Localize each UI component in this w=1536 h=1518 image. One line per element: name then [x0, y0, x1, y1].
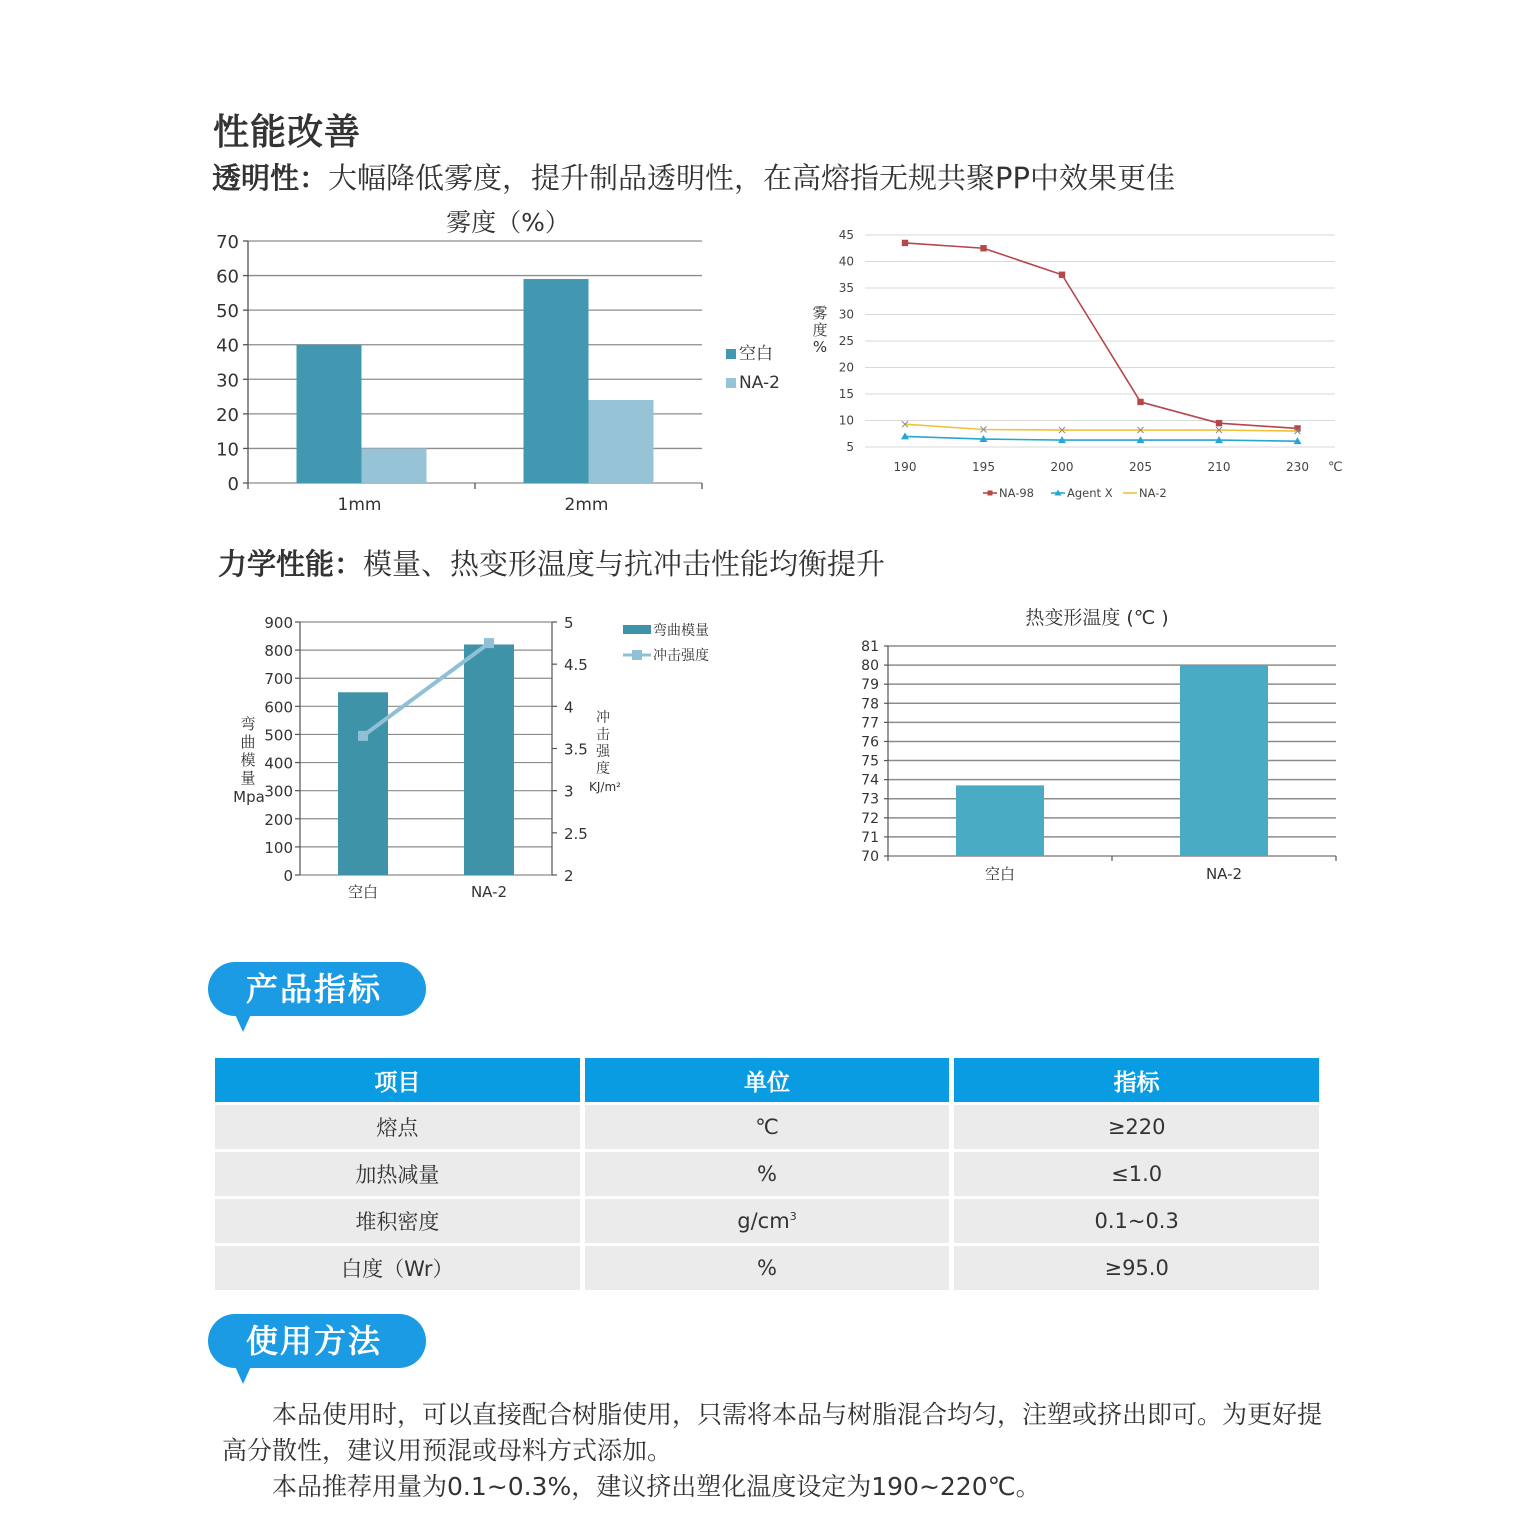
x-tick-label: 230 [1286, 460, 1309, 474]
y-tick-label: 25 [838, 334, 854, 348]
y-axis-title-char: % [812, 338, 828, 356]
legend-swatch [726, 378, 736, 388]
y-tick-label: 500 [264, 726, 293, 745]
bar [524, 279, 589, 483]
y-tick-label: 45 [838, 228, 854, 242]
y-tick-label: 40 [838, 254, 854, 269]
legend-label: 冲击强度 [653, 648, 709, 664]
mechanical-label: 力学性能： [218, 547, 364, 581]
spec-header-unit: 单位 [585, 1058, 950, 1102]
hdt-chart-x-ticks [985, 865, 1242, 883]
legend-label: NA-2 [739, 373, 780, 393]
mechanical-heading [218, 542, 885, 583]
x-tick-label: 205 [1129, 460, 1152, 474]
spec-item-cell: 加热减量 [215, 1152, 580, 1196]
x-tick-label: 空白 [984, 865, 1016, 883]
bar [362, 448, 427, 483]
y-tick-label: 70 [216, 232, 239, 253]
y2-tick-label: 4 [564, 698, 574, 717]
data-point [358, 731, 368, 741]
spec-value-cell: ≥95.0 [954, 1246, 1319, 1290]
usage-tag-pointer [234, 1364, 252, 1384]
y2-axis-title-char: 击 [596, 727, 610, 743]
table-row [215, 1246, 1319, 1290]
data-point [1137, 399, 1143, 405]
line-chart-y-title [812, 304, 827, 356]
y-tick-label: 30 [216, 370, 239, 392]
spec-unit-cell [585, 1199, 950, 1243]
bar [338, 692, 388, 875]
performance-title: 性能改善 [213, 112, 362, 153]
legend-label: 弯曲模量 [653, 623, 709, 639]
x-tick-label: NA-2 [470, 883, 508, 901]
spec-value-cell: ≥220 [954, 1105, 1319, 1149]
spec-unit-cell: ℃ [585, 1105, 950, 1149]
spec-item-cell: 白度（Wr） [215, 1246, 580, 1290]
modulus-chart-legend [623, 622, 709, 664]
line-chart-y-ticks [839, 228, 854, 454]
y-tick-label: 0 [227, 474, 239, 495]
bar [464, 644, 514, 875]
table-row [215, 1199, 1319, 1243]
haze-line-chart [805, 222, 1350, 512]
data-point [484, 638, 494, 648]
y-axis-title-char: 雾 [812, 304, 828, 322]
spec-table [210, 1055, 1324, 1293]
y-tick-label: 30 [838, 307, 854, 322]
haze-bar-chart [205, 200, 805, 520]
y-tick-label: 60 [216, 266, 239, 288]
modulus-chart-y-ticks [264, 614, 293, 885]
y-tick-label: 72 [861, 810, 879, 827]
x-tick-label: 195 [972, 460, 995, 474]
spec-unit-text: g/cm [737, 1209, 790, 1233]
y-tick-label: 80 [861, 658, 879, 675]
y-axis-title-char: 度 [812, 321, 828, 339]
line-chart-grid [865, 235, 1335, 447]
usage-section-tag [208, 1314, 426, 1368]
legend-label: 空白 [739, 344, 773, 364]
transparency-heading [212, 156, 1175, 197]
usage-paragraph-2: 本品推荐用量为0.1~0.3%，建议挤出塑化温度设定为190~220℃。 [272, 1472, 1041, 1501]
legend-label: NA-98 [999, 486, 1034, 500]
spec-unit-cell: % [585, 1246, 950, 1290]
y-tick-label: 40 [216, 335, 239, 357]
y2-axis-title-char: 度 [596, 761, 610, 777]
x-tick-label: 1mm [337, 495, 382, 515]
line-chart-legend [983, 486, 1167, 500]
y-tick-label: 10 [838, 413, 854, 428]
line-chart-series [901, 240, 1302, 444]
y-tick-label: 35 [838, 281, 854, 295]
y-axis-title-char: 模 [240, 751, 256, 769]
impact-y2-title [589, 710, 621, 794]
impact-chart-y2-ticks [564, 614, 588, 885]
legend-label: NA-2 [1139, 486, 1167, 500]
hdt-chart-y-ticks [861, 639, 879, 865]
y-tick-label: 78 [861, 696, 879, 713]
y-axis-title-char: 量 [240, 769, 256, 787]
modulus-y-title [233, 715, 265, 806]
y-tick-label: 20 [216, 404, 239, 426]
spec-unit-cell: % [585, 1152, 950, 1196]
y2-axis-title-char: 冲 [596, 710, 610, 726]
bar [1180, 665, 1268, 856]
hdt-chart-title: 热变形温度 (℃ ) [1025, 607, 1169, 629]
x-tick-label: NA-2 [1205, 865, 1243, 883]
spec-header-item: 项目 [215, 1058, 580, 1102]
spec-table-header-row [215, 1058, 1319, 1102]
y-tick-label: 300 [264, 782, 293, 801]
transparency-text: 大幅降低雾度，提升制品透明性，在高熔指无规共聚PP中效果更佳 [328, 161, 1175, 195]
y-tick-label: 700 [264, 670, 293, 689]
spec-header-value: 指标 [954, 1058, 1319, 1102]
y-tick-label: 600 [264, 698, 293, 717]
y-tick-label: 400 [264, 754, 293, 773]
modulus-chart-bars [338, 644, 514, 875]
bar [589, 400, 654, 483]
mechanical-text: 模量、热变形温度与抗冲击性能均衡提升 [363, 547, 886, 581]
spec-section-tag [208, 962, 426, 1016]
usage-paragraph-1: 本品使用时，可以直接配合树脂使用，只需将本品与树脂混合均匀，注塑或挤出即可。为更好提高分散性，建议用预混或母料方式添加。 [222, 1400, 1323, 1465]
x-tick-label: 190 [893, 460, 917, 474]
y-tick-label: 75 [861, 753, 879, 770]
y-tick-label: 20 [838, 360, 854, 375]
y-tick-label: 100 [264, 838, 293, 857]
data-point [980, 245, 986, 251]
line-chart-x-unit: ℃ [1328, 460, 1343, 475]
y-axis-title-char: 曲 [240, 733, 256, 751]
y-tick-label: 50 [216, 301, 239, 323]
spec-value-cell: 0.1~0.3 [954, 1199, 1319, 1243]
legend-label: Agent X [1067, 486, 1113, 500]
y-tick-label: 81 [861, 639, 879, 655]
y-tick-label: 15 [838, 387, 854, 401]
data-point [1059, 272, 1065, 278]
y-tick-label: 73 [861, 791, 879, 808]
modulus-chart-grid [295, 622, 557, 875]
y-tick-label: 76 [861, 734, 879, 751]
y-tick-label: 10 [216, 439, 239, 461]
y2-axis-title-char: 强 [596, 744, 610, 760]
line-chart-x-ticks [894, 460, 1309, 474]
y-tick-label: 900 [264, 614, 293, 632]
y-tick-label: 800 [264, 642, 293, 661]
y-tick-label: 77 [861, 715, 879, 732]
series-line [905, 436, 1298, 441]
y-tick-label: 0 [283, 867, 293, 885]
y2-tick-label: 2.5 [564, 824, 588, 843]
spec-item-cell: 熔点 [215, 1105, 580, 1149]
table-row [215, 1152, 1319, 1196]
y2-axis-unit: KJ/m² [589, 780, 621, 794]
x-tick-label: 空白 [347, 883, 379, 901]
usage-tag-label: 使用方法 [208, 1314, 426, 1368]
y-axis-unit: Mpa [233, 788, 265, 806]
haze-chart-title: 雾度（%） [446, 208, 570, 237]
y2-tick-label: 2 [564, 867, 574, 885]
spec-unit-superscript: 3 [789, 1210, 797, 1223]
haze-chart-legend [726, 344, 780, 393]
bar [297, 345, 362, 483]
y2-tick-label: 3 [564, 782, 574, 801]
data-point [1216, 420, 1222, 426]
x-tick-label: 2mm [564, 495, 609, 515]
modulus-impact-chart [225, 605, 755, 905]
haze-chart-y-ticks [216, 232, 239, 495]
y2-tick-label: 5 [564, 614, 574, 632]
spec-value-cell: ≤1.0 [954, 1152, 1319, 1196]
hdt-bar-chart [850, 598, 1350, 898]
legend-swatch [623, 625, 651, 634]
y-axis-title-char: 弯 [240, 715, 256, 733]
y2-tick-label: 4.5 [564, 656, 588, 675]
y-tick-label: 5 [846, 440, 854, 454]
series-line [905, 243, 1298, 429]
hdt-chart-grid [884, 646, 1336, 861]
y2-tick-label: 3.5 [564, 740, 588, 759]
transparency-label: 透明性： [212, 161, 329, 195]
y-tick-label: 200 [264, 810, 293, 829]
modulus-chart-x-ticks [348, 883, 507, 901]
table-row [215, 1105, 1319, 1149]
bar [956, 785, 1044, 856]
haze-chart-x-ticks [338, 495, 609, 515]
spec-tag-label: 产品指标 [208, 962, 426, 1016]
data-point [902, 240, 908, 246]
y-tick-label: 79 [861, 677, 879, 694]
x-tick-label: 200 [1050, 460, 1074, 474]
legend-marker [988, 491, 993, 496]
y-tick-label: 74 [861, 772, 879, 789]
legend-swatch [726, 349, 736, 359]
y-tick-label: 70 [861, 849, 879, 865]
legend-marker [632, 650, 642, 660]
x-tick-label: 210 [1207, 460, 1231, 474]
spec-tag-pointer [234, 1012, 252, 1032]
spec-item-cell: 堆积密度 [215, 1199, 580, 1243]
y-tick-label: 71 [861, 829, 879, 846]
